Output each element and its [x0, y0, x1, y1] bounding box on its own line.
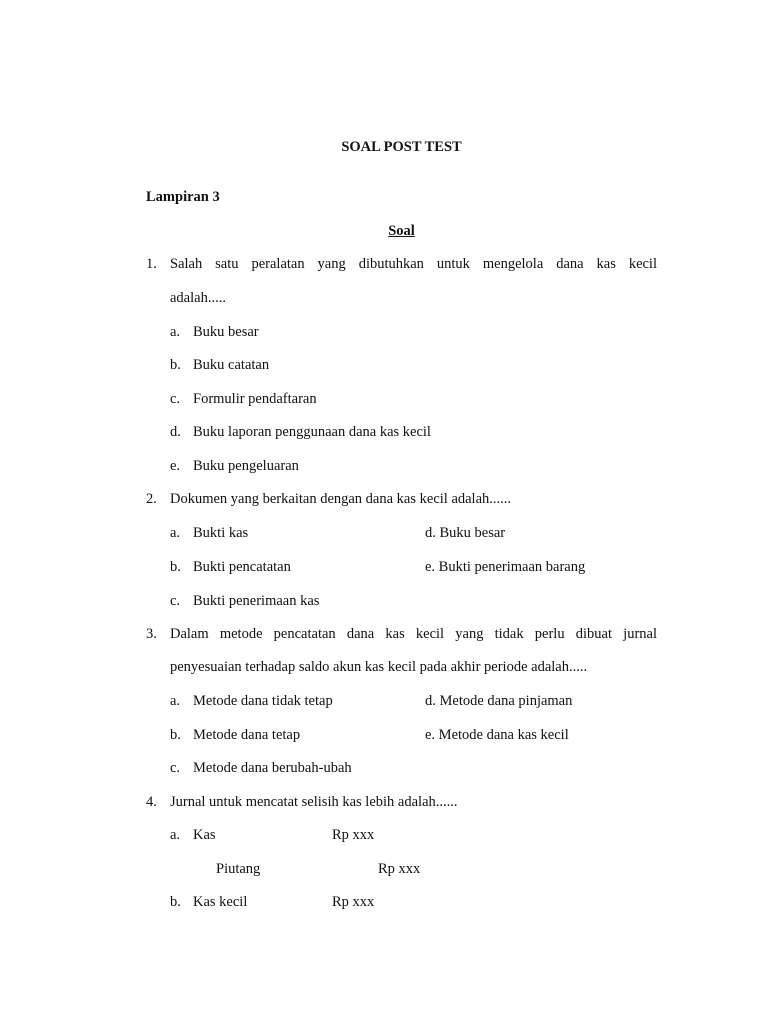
- option-letter: a.: [170, 693, 181, 709]
- option-letter: b.: [170, 357, 181, 373]
- question-text-line: Dokumen yang berkaitan dengan dana kas kecil adalah......: [170, 491, 512, 507]
- appendix-label: Lampiran 3: [146, 189, 220, 205]
- question-text-line: penyesuaian terhadap saldo akun kas kecil pada akhir periode adalah.....: [170, 659, 588, 675]
- section-heading: Soal: [388, 223, 415, 239]
- option-letter: c.: [170, 593, 181, 609]
- journal-debit-amount: Rp xxx: [332, 894, 375, 910]
- question-text-line: adalah.....: [170, 290, 226, 306]
- option-letter: b.: [170, 727, 181, 743]
- option-text: Buku laporan penggunaan dana kas kecil: [193, 424, 431, 440]
- question-number: 3.: [146, 626, 157, 642]
- option-letter: b.: [170, 894, 181, 910]
- journal-debit-account: Kas kecil: [193, 894, 248, 910]
- question-number: 1.: [146, 256, 157, 272]
- question-number: 4.: [146, 794, 157, 810]
- option-letter: a.: [170, 827, 181, 843]
- option-letter: c.: [170, 391, 181, 407]
- option-text: Metode dana berubah-ubah: [193, 760, 352, 776]
- question-text-line: Salah satu peralatan yang dibutuhkan untuk mengelola dana kas kecil: [170, 256, 657, 272]
- journal-credit-account: Piutang: [216, 861, 261, 877]
- option-text: Metode dana tetap: [193, 727, 301, 743]
- option-text: Bukti pencatatan: [193, 559, 291, 575]
- journal-credit-amount: Rp xxx: [378, 861, 421, 877]
- option-text: Bukti penerimaan kas: [193, 593, 320, 609]
- option-text: Buku catatan: [193, 357, 270, 373]
- journal-debit-account: Kas: [193, 827, 216, 843]
- option-text: e. Bukti penerimaan barang: [425, 559, 586, 575]
- option-letter: c.: [170, 760, 181, 776]
- option-text: d. Metode dana pinjaman: [425, 693, 573, 709]
- option-letter: b.: [170, 559, 181, 575]
- option-text: Bukti kas: [193, 525, 249, 541]
- option-text: Metode dana tidak tetap: [193, 693, 333, 709]
- question-number: 2.: [146, 491, 157, 507]
- question-text-line: Dalam metode pencatatan dana kas kecil yang tidak perlu dibuat jurnal: [170, 626, 657, 642]
- option-letter: d.: [170, 424, 181, 440]
- option-text: Buku besar: [193, 324, 259, 340]
- journal-debit-amount: Rp xxx: [332, 827, 375, 843]
- option-text: Formulir pendaftaran: [193, 391, 317, 407]
- option-text: Buku pengeluaran: [193, 458, 299, 474]
- page-title: SOAL POST TEST: [341, 139, 462, 155]
- option-letter: e.: [170, 458, 181, 474]
- question-text-line: Jurnal untuk mencatat selisih kas lebih adalah......: [170, 794, 458, 810]
- option-letter: a.: [170, 525, 181, 541]
- option-letter: a.: [170, 324, 181, 340]
- option-text: d. Buku besar: [425, 525, 506, 541]
- option-text: e. Metode dana kas kecil: [425, 727, 569, 743]
